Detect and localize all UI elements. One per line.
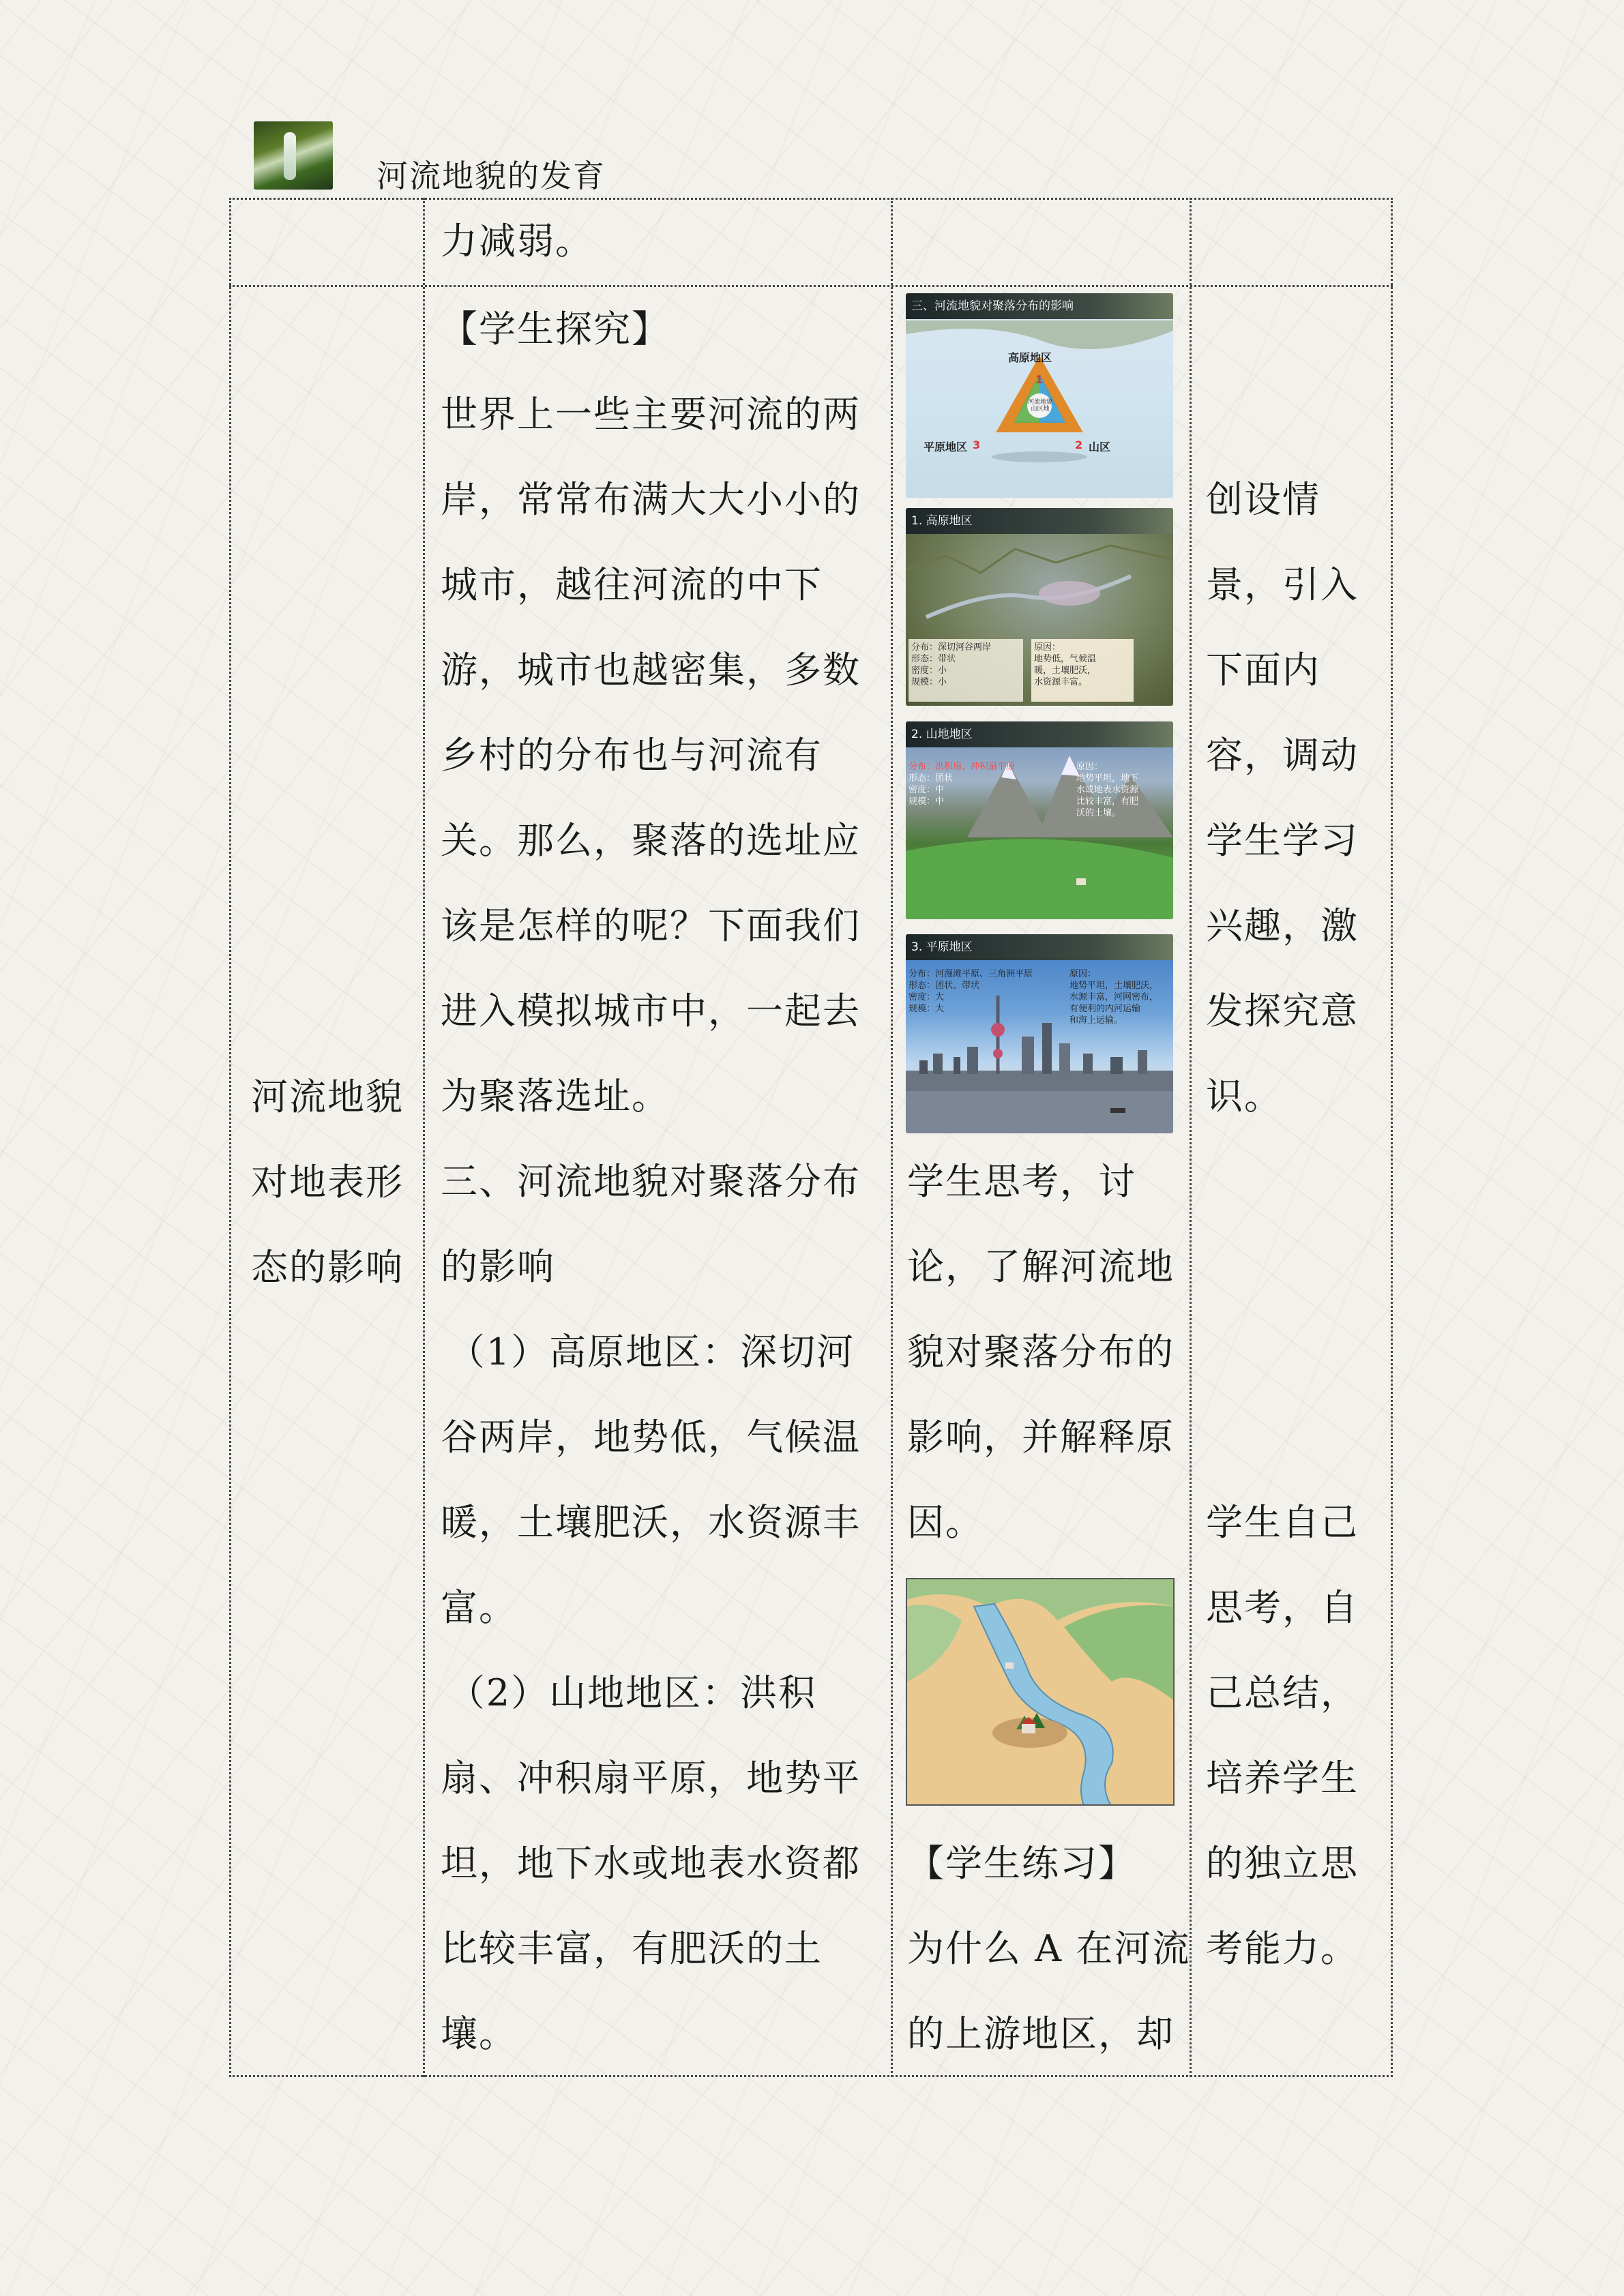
content-line: 比较丰富，有肥沃的土 <box>441 1927 823 1970</box>
intent-line: 学生学习 <box>1206 819 1359 862</box>
slide-mountain <box>906 721 1173 919</box>
intent-line: 学生自己 <box>1206 1501 1359 1544</box>
intent-line: 的独立思 <box>1206 1842 1359 1885</box>
intent-line: 下面内 <box>1206 648 1320 691</box>
content-cell <box>441 286 861 2076</box>
content-line: （1）高原地区：深切河 <box>447 1330 855 1373</box>
slide-title: 3. 平原地区 <box>906 934 1173 960</box>
content-line: 的影响 <box>441 1245 555 1288</box>
triangle-center-label: 河流地貌 山区地 <box>1027 399 1052 413</box>
label-mountain: 山区 <box>1089 441 1111 453</box>
plateau-info-box: 分布：深切河谷两岸 形态：带状 密度：小 规模：小 <box>909 639 1023 702</box>
intent-line: 容，调动 <box>1206 734 1359 777</box>
plain-reason: 原因： 地势平坦，土壤肥沃， 水源丰富，河网密布， 有便利的内河运输 和海上运输。 <box>1069 969 1159 1026</box>
intent-line: 兴趣，激 <box>1206 904 1359 947</box>
slide-plain <box>906 934 1173 1133</box>
content-line: 该是怎样的呢？下面我们 <box>441 904 861 947</box>
intent-line: 思考，自 <box>1206 1586 1359 1629</box>
content-line: 关。那么，聚落的选址应 <box>441 819 861 862</box>
content-line: 三、河流地貌对聚落分布 <box>441 1160 861 1203</box>
intent-line: 己总结， <box>1206 1671 1359 1714</box>
city-skyline <box>906 934 1173 1133</box>
content-line: 暖，土壤肥沃，水资源丰 <box>441 1501 861 1544</box>
page-header-title: 河流地貌的发育 <box>377 158 606 194</box>
label-num-1: 1 <box>1035 373 1044 386</box>
practice-cell <box>907 1821 1190 2076</box>
slide-title: 三、河流地貌对聚落分布的影响 <box>906 293 1173 319</box>
label-num-3: 3 <box>973 438 981 451</box>
content-line: 进入模拟城市中，一起去 <box>441 989 861 1032</box>
content-line: 【学生探究】 <box>441 308 670 351</box>
river-settlement-illustration <box>906 1578 1175 1806</box>
content-line: （2）山地地区：洪积 <box>447 1671 817 1714</box>
mountain-reason: 原因： 地势平坦，地下 水或地表水资源 比较丰富，有肥 沃的土壤。 <box>1076 762 1139 818</box>
content-line: 壤。 <box>441 2012 517 2055</box>
activity-line: 论，了解河流地 <box>907 1245 1175 1288</box>
slide-title: 2. 山地地区 <box>906 721 1173 747</box>
content-line: 为聚落选址。 <box>441 1075 670 1118</box>
content-line: 游，城市也越密集，多数 <box>441 648 861 691</box>
topic-line: 对地表形 <box>251 1161 404 1204</box>
row1-content: 力减弱。 <box>441 220 593 263</box>
intent-line: 创设情 <box>1206 478 1320 521</box>
label-num-2: 2 <box>1075 438 1083 451</box>
triangle-diagram <box>906 293 1173 498</box>
content-line: 世界上一些主要河流的两 <box>441 393 861 436</box>
intent-cell-1 <box>1206 457 1359 1139</box>
plain-info: 分布：河漫滩平原、三角洲平原 形态：团状、带状 密度：大 规模：大 <box>909 969 1033 1014</box>
activity-line: 因。 <box>907 1501 984 1544</box>
practice-line: 为什么 A 在河流 <box>907 1927 1191 1970</box>
column-divider <box>1190 198 1192 2077</box>
activity-line: 影响，并解释原 <box>907 1416 1175 1459</box>
mountain-landscape <box>906 721 1173 919</box>
content-line: 岸，常常布满大大小小的 <box>441 478 861 521</box>
mountain-info: 分布：洪积扇、冲积扇平原 形态：团状 密度：中 规模：中 <box>909 762 1016 807</box>
intent-line: 考能力。 <box>1206 1927 1359 1970</box>
slide-title: 1. 高原地区 <box>906 508 1173 534</box>
content-line: 谷两岸，地势低，气候温 <box>441 1416 861 1459</box>
intent-line: 识。 <box>1206 1075 1282 1118</box>
intent-line: 培养学生 <box>1206 1757 1359 1800</box>
label-plateau: 高原地区 <box>1008 351 1052 364</box>
activity-cell <box>907 1139 1175 1565</box>
label-plain: 平原地区 <box>924 441 968 453</box>
practice-line: 的上游地区，却 <box>907 2012 1175 2055</box>
topic-line: 态的影响 <box>251 1246 404 1289</box>
slide-settlement-overview <box>906 293 1173 498</box>
intent-line: 发探究意 <box>1206 989 1359 1032</box>
intent-cell-2 <box>1206 1480 1359 1991</box>
column-divider <box>891 198 893 2077</box>
content-line: 富。 <box>441 1586 517 1629</box>
slide-plateau <box>906 508 1173 706</box>
column-divider <box>423 198 425 2077</box>
topic-line: 河流地貌 <box>251 1075 404 1118</box>
content-line: 扇、冲积扇平原，地势平 <box>441 1757 861 1800</box>
river-valley-drawing <box>907 1579 1175 1806</box>
content-line: 城市，越往河流的中下 <box>441 563 823 606</box>
practice-line: 【学生练习】 <box>907 1842 1136 1885</box>
topic-cell <box>251 1054 404 1310</box>
plateau-reason-box: 原因： 地势低，气候温 暖，土壤肥沃， 水资源丰富。 <box>1031 639 1134 702</box>
intent-line: 景，引入 <box>1206 563 1359 606</box>
content-line: 坦，地下水或地表水资都 <box>441 1842 861 1885</box>
activity-line: 貌对聚落分布的 <box>907 1330 1175 1373</box>
waterfall-thumbnail <box>254 121 333 190</box>
activity-line: 学生思考，讨 <box>907 1160 1136 1203</box>
content-line: 乡村的分布也与河流有 <box>441 734 823 777</box>
